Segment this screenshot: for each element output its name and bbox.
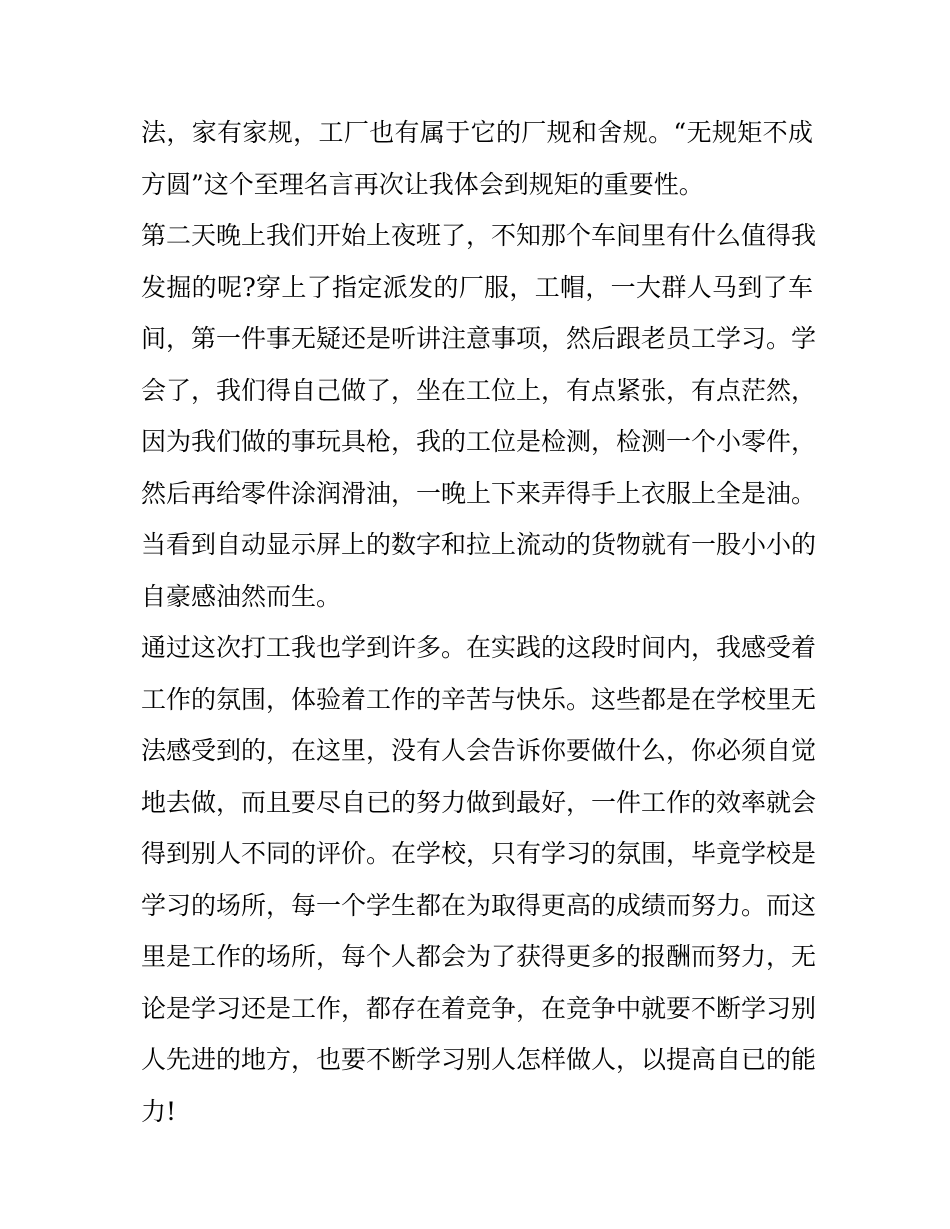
text-line: 里是工作的场所，每个人都会为了获得更多的报酬而努力，无: [141, 942, 817, 971]
text-line: 间，第一件事无疑还是听讲注意事项，然后跟老员工学习。学: [141, 324, 817, 353]
text-line: 学习的场所，每一个学生都在为取得更高的成绩而努力。而这: [141, 890, 817, 920]
text-line: 力!: [141, 1096, 177, 1126]
text-line: 人先进的地方，也要不断学习别人怎样做人，以提高自已的能: [141, 1045, 817, 1074]
paragraph-1: [141, 107, 813, 210]
text-line: 法感受到的，在这里，没有人会告诉你要做什么，你必须自觉: [141, 736, 817, 765]
text-line: 工作的氛围，体验着工作的辛苦与快乐。这些都是在学校里无: [141, 684, 817, 714]
text-line: 第二天晚上我们开始上夜班了，不知那个车间里有什么值得我: [141, 221, 817, 250]
text-line: 得到别人不同的评价。在学校，只有学习的氛围，毕竟学校是: [141, 839, 817, 868]
text-line: 当看到自动显示屏上的数字和拉上流动的货物就有一股小小的: [141, 530, 817, 559]
text-line: 发掘的呢?穿上了指定派发的厂服，工帽，一大群人马到了车: [141, 272, 813, 302]
document-body: [141, 107, 817, 1137]
paragraph-3: [141, 622, 817, 1137]
text-line: 论是学习还是工作，都存在着竞争，在竞争中就要不断学习别: [141, 993, 817, 1023]
text-line: 自豪感油然而生。: [141, 581, 342, 611]
paragraph-2: [141, 210, 817, 622]
text-line: 方圆”这个至理名言再次让我体会到规矩的重要性。: [141, 169, 704, 199]
text-line: 会了，我们得自己做了，坐在工位上，有点紧张，有点茫然，: [141, 375, 817, 405]
text-line: 然后再给零件涂润滑油，一晚上下来弄得手上衣服上全是油。: [141, 478, 817, 508]
text-line: 通过这次打工我也学到许多。在实践的这段时间内，我感受着: [141, 633, 817, 662]
text-line: 因为我们做的事玩具枪，我的工位是检测，检测一个小零件，: [141, 427, 817, 456]
text-line: 地去做，而且要尽自已的努力做到最好，一件工作的效率就会: [141, 787, 817, 817]
text-line: 法，家有家规，工厂也有属于它的厂规和舍规。“无规矩不成: [141, 118, 813, 147]
